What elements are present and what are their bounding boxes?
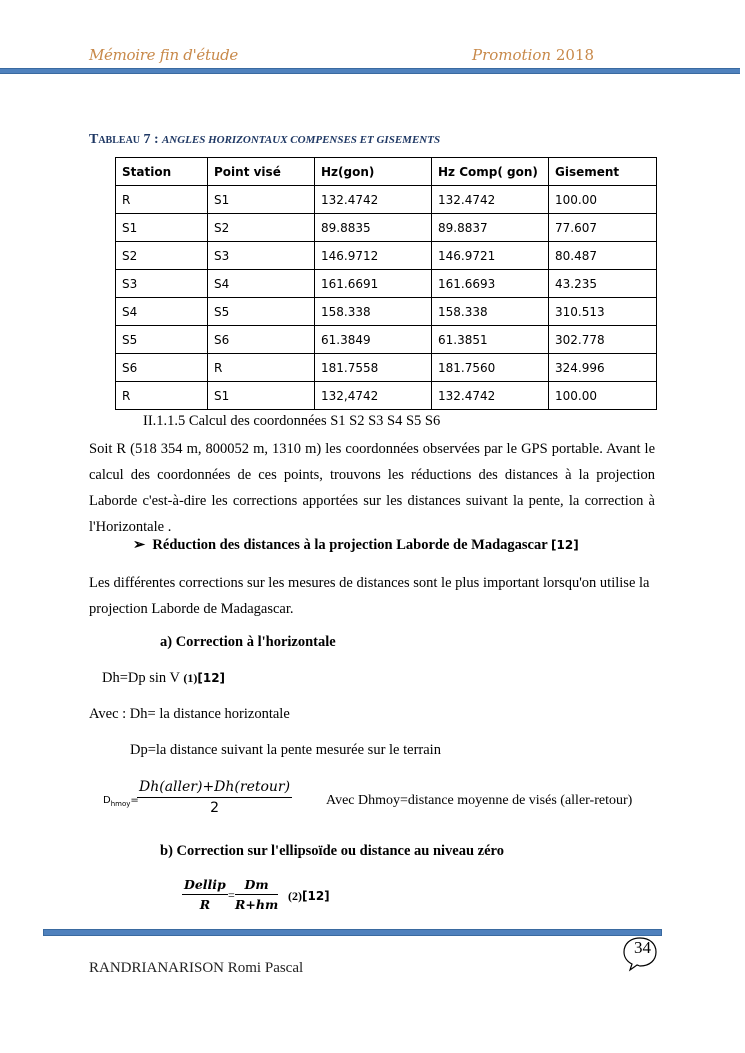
cell-hz-comp: 132.4742 (432, 382, 549, 410)
fraction-dhmoy-denominator: 2 (210, 800, 219, 816)
header-promotion (472, 46, 594, 64)
cell-hz: 161.6691 (315, 270, 432, 298)
cell-gisement: 100.00 (549, 382, 657, 410)
equation-2-citation: [12] (302, 889, 330, 903)
cell-station: S1 (116, 214, 208, 242)
section-heading: II.1.1.5 Calcul des coordonnées S1 S2 S3 S4 S5 S6 (143, 413, 441, 429)
footer-rule (43, 929, 662, 936)
definition-dh: Avec : Dh= la distance horizontale (89, 706, 290, 722)
dhmoy-subscript: hmoy (110, 800, 131, 808)
cell-station: R (116, 382, 208, 410)
table-caption-title: ANGLES HORIZONTAUX COMPENSES ET GISEMENTS (161, 134, 441, 146)
cell-point-vise: S4 (208, 270, 315, 298)
cell-hz: 89.8835 (315, 214, 432, 242)
cell-point-vise: S5 (208, 298, 315, 326)
table-row (116, 186, 657, 214)
table-caption-label: Tableau 7 : (89, 132, 159, 147)
cell-hz-comp: 61.3851 (432, 326, 549, 354)
definition-dhmoy: Avec Dhmoy=distance moyenne de visés (aller-retour) (326, 793, 633, 808)
fraction-dellip-numerator: Dellip (182, 877, 228, 895)
table-row (116, 326, 657, 354)
dhmoy-letter: D (103, 795, 111, 806)
cell-hz-comp: 89.8837 (432, 214, 549, 242)
subheading-a: a) Correction à l'horizontale (160, 634, 336, 650)
cell-point-vise: S1 (208, 382, 315, 410)
cell-hz: 61.3849 (315, 326, 432, 354)
header-promotion-year: 2018 (555, 46, 595, 64)
dhmoy-label (103, 795, 139, 808)
dhmoy-equals: = (130, 795, 139, 806)
cell-hz: 158.338 (315, 298, 432, 326)
cell-hz-comp: 132.4742 (432, 186, 549, 214)
cell-point-vise: R (208, 354, 315, 382)
cell-station: S3 (116, 270, 208, 298)
equation-1-ref: [12] (197, 671, 226, 685)
cell-station: S2 (116, 242, 208, 270)
fraction-dellip (182, 877, 228, 912)
col-header-hz: Hz(gon) (315, 158, 432, 186)
table-row (116, 298, 657, 326)
cell-gisement: 302.778 (549, 326, 657, 354)
subheading-b: b) Correction sur l'ellipsoïde ou distance au niveau zéro (160, 843, 504, 859)
bullet-text: Réduction des distances à la projection Laborde de Madagascar (152, 537, 548, 553)
bullet-ref: [12] (551, 538, 579, 552)
cell-gisement: 324.996 (549, 354, 657, 382)
cell-station: S4 (116, 298, 208, 326)
fraction-dm (235, 877, 278, 912)
table-row (116, 354, 657, 382)
cell-point-vise: S3 (208, 242, 315, 270)
equation-1 (102, 670, 225, 687)
equation-2-number: (2) (288, 889, 302, 903)
cell-gisement: 310.513 (549, 298, 657, 326)
section-paragraph: Soit R (518 354 m, 800052 m, 1310 m) les coordonnées observées par le GPS portable. Avant le calcul des coordonnées de ces points, trouvons les réductions des distances à la projection Laborde c'est-à-dire les corrections apportées sur les distances suivant la pente, la correction à l'Horizontale . (89, 441, 655, 535)
definition-dp: Dp=la distance suivant la pente mesurée sur le terrain (130, 742, 441, 758)
cell-station: R (116, 186, 208, 214)
table-row (116, 214, 657, 242)
table-row (116, 242, 657, 270)
equation-2-ref (288, 889, 330, 904)
equation-1-number: (1) (183, 671, 198, 685)
cell-point-vise: S1 (208, 186, 315, 214)
table-row (116, 382, 657, 410)
cell-station: S6 (116, 354, 208, 382)
footer-author: RANDRIANARISON Romi Pascal (89, 960, 304, 976)
header-rule (0, 68, 740, 74)
cell-point-vise: S2 (208, 214, 315, 242)
angles-table (115, 157, 657, 410)
table-row (116, 270, 657, 298)
cell-gisement: 80.487 (549, 242, 657, 270)
page-number: 34 (634, 938, 651, 957)
fraction-dhmoy (137, 779, 292, 816)
cell-hz-comp: 158.338 (432, 298, 549, 326)
equation-2-equals: = (228, 888, 235, 902)
fraction-dellip-denominator: R (199, 897, 211, 912)
cell-gisement: 43.235 (549, 270, 657, 298)
cell-point-vise: S6 (208, 326, 315, 354)
col-header-point-vise: Point visé (208, 158, 315, 186)
cell-hz-comp: 146.9721 (432, 242, 549, 270)
fraction-dm-denominator: R+hm (235, 897, 279, 912)
cell-gisement: 77.607 (549, 214, 657, 242)
bullet-heading (133, 537, 579, 554)
cell-gisement: 100.00 (549, 186, 657, 214)
header-document-title: Mémoire fin d'étude (89, 46, 238, 64)
cell-hz: 181.7558 (315, 354, 432, 382)
table-header-row (116, 158, 657, 186)
cell-station: S5 (116, 326, 208, 354)
paragraph-corrections: Les différentes corrections sur les mesures de distances sont le plus important lorsqu'on utilise la projection Laborde de Madagascar. (89, 575, 650, 617)
cell-hz-comp: 161.6693 (432, 270, 549, 298)
cell-hz-comp: 181.7560 (432, 354, 549, 382)
page-number-badge (622, 936, 658, 972)
arrow-bullet-icon: ➢ (133, 537, 146, 553)
cell-hz: 132,4742 (315, 382, 432, 410)
fraction-dhmoy-numerator: Dh(aller)+Dh(retour) (137, 779, 292, 798)
col-header-hz-comp: Hz Comp( gon) (432, 158, 549, 186)
cell-hz: 132.4742 (315, 186, 432, 214)
col-header-station: Station (116, 158, 208, 186)
table-caption (89, 131, 440, 148)
fraction-dm-numerator: Dm (235, 877, 278, 895)
equation-1-text: Dh=Dp sin V (102, 670, 180, 686)
cell-hz: 146.9712 (315, 242, 432, 270)
col-header-gisement: Gisement (549, 158, 657, 186)
header-promotion-label: Promotion (472, 46, 552, 64)
